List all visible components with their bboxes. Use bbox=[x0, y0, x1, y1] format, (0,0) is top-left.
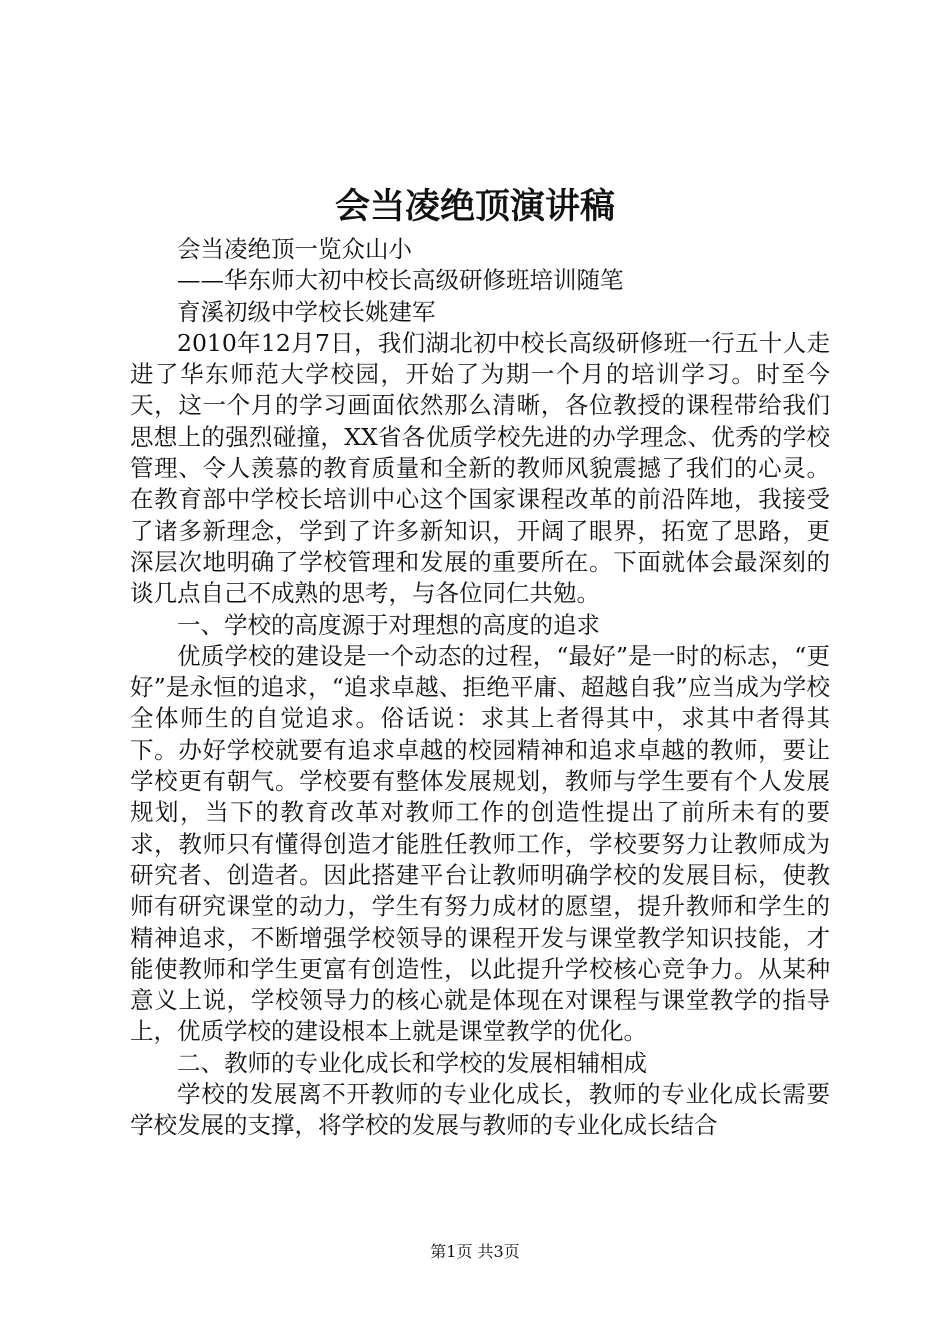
section-heading: 一、学校的高度源于对理想的高度的追求 bbox=[177, 610, 600, 639]
author-line: 育溪初级中学校长姚建军 bbox=[177, 297, 436, 326]
body-paragraph: 学校的发展离不开教师的专业化成长，教师的专业化成长需要学校发展的支撑，将学校的发展与教师的专业化成长结合 bbox=[130, 1080, 830, 1140]
body-paragraph: 2010年12月7日，我们湖北初中校长高级研修班一行五十人走进了华东师范大学校园，开始了为期一个月的培训学习。时至今天，这一个月的学习画面依然那么清晰，各位教授的课程带给我们思想上的强烈碰撞，XX省各优质学校先进的办学理念、优秀的学校管理、令人羡慕的教育质量和全新的教师风貌震撼了我们的心灵。在教育部中学校长培训中心这个国家课程改革的前沿阵地，我接受了诸多新理念，学到了许多新知识，开阔了眼界，拓宽了思路，更深层次地明确了学校管理和发展的重要所在。下面就体会最深刻的谈几点自己不成熟的思考，与各位同仁共勉。 bbox=[130, 328, 830, 608]
page-number: 第1页 共3页 bbox=[430, 1242, 520, 1261]
section-heading: 二、教师的专业化成长和学校的发展相辅相成 bbox=[177, 1048, 647, 1077]
document-body bbox=[130, 234, 830, 1142]
document-title: 会当凌绝顶演讲稿 bbox=[334, 186, 615, 227]
subtitle-line: ——华东师大初中校长高级研修班培训随笔 bbox=[177, 266, 624, 295]
body-paragraph: 优质学校的建设是一个动态的过程，“最好”是一时的标志，“更好”是永恒的追求，“追求卓越、拒绝平庸、超越自我”应当成为学校全体师生的自觉追求。俗话说：求其上者得其中，求其中者得其下。办好学校就要有追求卓越的校园精神和追求卓越的教师，要让学校更有朝气。学校要有整体发展规划，教师与学生要有个人发展规划，当下的教育改革对教师工作的创造性提出了前所未有的要求，教师只有懂得创造才能胜任教师工作，学校要努力让教师成为研究者、创造者。因此搭建平台让教师明确学校的发展目标，使教师有研究课堂的动力，学生有努力成材的愿望，提升教师和学生的精神追求，不断增强学校领导的课程开发与课堂教学知识技能，才能使教师和学生更富有创造性，以此提升学校核心竞争力。从某种意义上说，学校领导力的核心就是体现在对课程与课堂教学的指导上，优质学校的建设根本上就是课堂教学的优化。 bbox=[130, 641, 830, 1046]
subtitle-line: 会当凌绝顶一览众山小 bbox=[177, 235, 412, 263]
